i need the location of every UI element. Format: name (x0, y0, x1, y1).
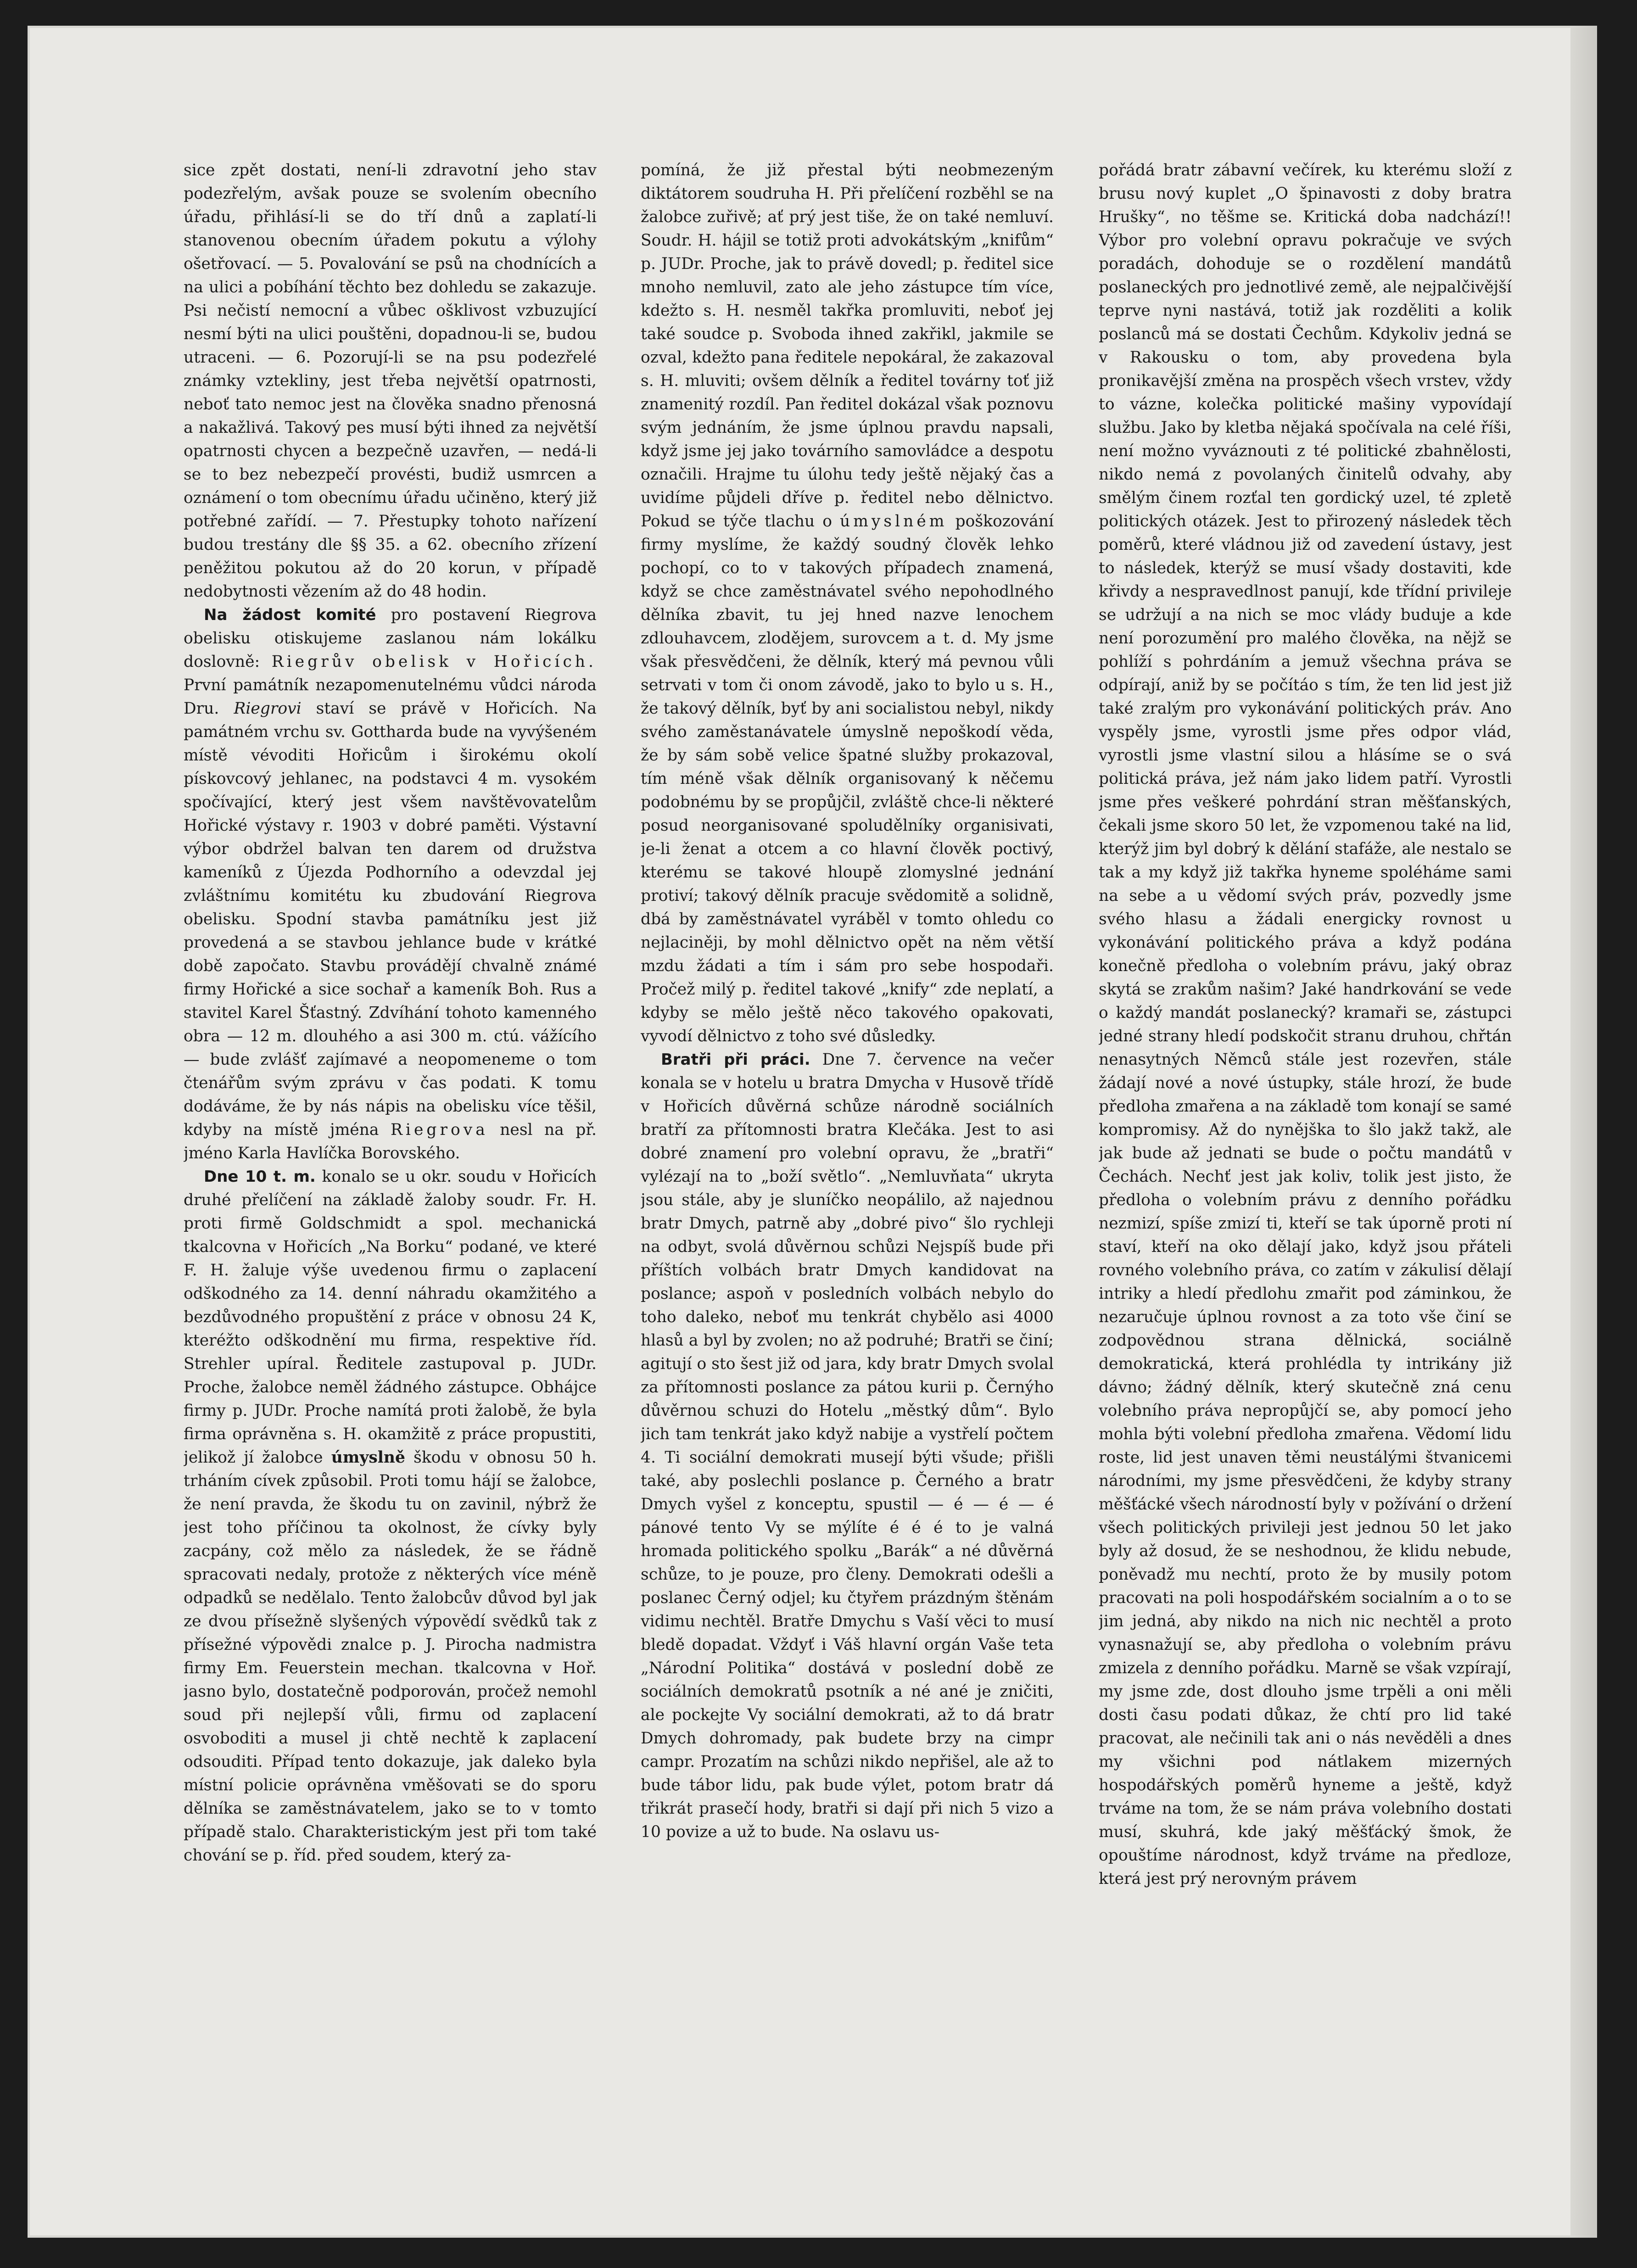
newspaper-page (28, 26, 1597, 2238)
text: konalo se u okr. soudu v Hořicích druhé přelíčení na základě žaloby soudr. Fr. H. proti firmě Goldschmidt a spol. mechanická tkalcovna v Hořicích „Na Borku“ podané, ve které F. H. žaluje výše uvedenou firmu o zaplacení odškodného za 14. denní náhradu okamžitého a bezdůvodného propuštění z práce v obnosu 24 K, kteréžto odškodnění mu firma, respektive říd. Strehler upíral. Ředitele zastupoval p. JUDr. Proche, žalobce neměl žádného zástupce. Obhájce firmy p. JUDr. Proche namítá proti žalobě, že byla firma oprávněna s. H. okamžitě z práce propustiti, jelikož jí žalobce (184, 1168, 597, 1467)
text: pomíná, že již přestal býti neobmezeným diktátorem soudruha H. Při přelíčení rozběhl se na žalobce zuřivě; ať prý jest tiše, že on také nemluví. Soudr. H. hájil se totiž proti advokátským „knifům“ p. JUDr. Proche, jak to právě dovedl; p. ředitel sice mnoho nemluvil, zato ale jeho zástupce tím více, kdežto s. H. nesměl takřka promluviti, neboť jej také soudce p. Svoboda ihned zakřikl, jakmile se ozval, kdežto pana ředitele nepokáral, že zakazoval s. H. mluviti; ovšem dělník a ředitel továrny toť již znamenitý rozdíl. Pan ředitel dokázal však poznovu svým jednáním, že jsme úplnou pravdu napsali, když jsme jej jako továrního samovládce a despotu označili. Hrajme tu úlohu tedy ještě nějaký čas a uvidíme půjdeli dříve p. ředitel nebo dělnictvo. Pokud se týče tlachu o (641, 161, 1054, 531)
section-heading: Bratři při práci. (661, 1050, 810, 1069)
spaced-text: Riegrova (390, 1121, 488, 1139)
spaced-text: úmyslném (840, 512, 948, 531)
bold-text: úmyslně (331, 1448, 405, 1467)
page-edge (1570, 26, 1597, 2238)
paragraph: sice zpět dostati, není-li zdravotní jeho stav podezřelým, avšak pouze se svolením obecního úřadu, přihlásí-li se do tří dnů a zaplatí-li stanovenou obecním úřadem pokutu a výlohy ošetřovací. — 5. Povalování se psů na chodnících a na ulici a pobíhání těchto bez dohledu se zakazuje. Psi nečistí nemocní a vůbec ošklivost vzbuzující nesmí býti na ulici pouštěni, dopadnou-li se, budou utraceni. — 6. Pozorují-li se na psu podezřelé známky vztekliny, jest třeba největší opatrnosti, neboť tato nemoc jest na člověka snadno přenosná a nakažlivá. Takový pes musí býti ihned za největší opatrnosti chycen a bezpečně uzavřen, — nedá-li se to bez nebezpečí provésti, budiž usmrcen a oznámení o tom obecnímu úřadu učiněno, který již potřebné zařídí. — 7. Přestupky tohoto nařízení budou trestány dle §§ 35. a 62. obecního zřízení peněžitou pokutou až do 20 korun, v případě nedobytnosti vězením až do 48 hodin. (184, 161, 597, 601)
spaced-text: Riegrův obelisk v Hořicích. (271, 653, 597, 671)
text: pro postavení Riegrova obelisku otiskujeme zaslanou nám lokálku doslovně: (184, 606, 597, 671)
text: škodu v obnosu 50 h. trháním cívek způsobil. Proti tomu hájí se žalobce, že není pravda, že škodu tu on zavinil, nýbrž že jest toho příčinou ta okolnost, že cívky byly zacpány, což mělo za následek, že se řádně spracovati nedaly, protože z některých více méně odpadků se nedělalo. Tento žalobcův důvod byl jak ze dvou přísežně slyšených výpovědí svědků tak z přísežné výpovědi znalce p. J. Pirocha nadmistra firmy Em. Feuerstein mechan. tkalcovna v Hoř. jasno bylo, dostatečně podporován, pročež nemohl soud při nejlepší vůli, firmu od zaplacení osvoboditi a musel ji chtě nechtě k zaplacení odsouditi. Případ tento dokazuje, jak daleko byla místní policie oprávněna vměšovati se do sporu dělníka se zaměstnávatelem, jako se to v tomto případě stalo. Charakteristickým jest při tom také chování se p. říd. před soudem, který za- (184, 1448, 597, 1865)
paragraph (641, 1048, 1054, 1844)
paragraph (184, 1165, 597, 1867)
text: První památník nezapomenutelnému vůdci národa Dru. (184, 676, 597, 718)
paragraph (641, 159, 1054, 1048)
text: Dne 7. července na večer konala se v hotelu u bratra Dmycha v Husově třídě v Hořicích důvěrná schůze národně sociálních bratří za přítomnosti bratra Klečáka. Jest to asi dobré znamení pro volební opravu, že „bratři“ vylézají na to „boží světlo“. „Nemluvňata“ ukryta jsou stále, aby je sluníčko neopálilo, až najednou bratr Dmych, patrně aby „dobré pivo“ šlo rychleji na odbyt, svolá důvěrnou schůzi Nejspíš bude při příštích volbách bratr Dmych kandidovat na poslance; aspoň v posledních volbách nebylo do toho daleko, neboť mu tenkrát chybělo asi 4000 hlasů a byl by zvolen; no až podruhé; Bratři se činí; agitují o sto šest již od jara, kdy bratr Dmych svolal za přítomnosti poslance za pátou kurii p. Černýho důvěrnou schuzi do Hotelu „městký dům“. Bylo jich tam tenkrát jako když nabije a vystřelí počtem 4. Ti sociální demokrati musejí býti všude; přišli také, aby poslechli poslance p. Černého a bratr Dmych vyšel z konceptu, spustil — é — é — é pánové tento Vy se mýlíte é é é to je valná hromada politického spolku „Barák“ a né důvěrná schůze, to je pouze, pro členy. Demokrati odešli a poslanec Černý odjel; ku čtyřem prázdným štěnám vidimu nechtěl. Bratře Dmychu s Vaší věci to musí bledě dopadat. Vždyť i Váš hlavní orgán Vaše teta „Národní Politika“ dostává v poslední době ze sociálních demokratů psotník a né ané je zničiti, ale pockejte Vy sociální demokrati, až to dá bratr Dmych dohromady, pak budete brzy na cimpr campr. Prozatím na schůzi nikdo nepřišel, ale až to bude tábor lidu, pak bude výlet, potom bratr dá třikrát prasečí hody, bratři si dají při nich 5 vizo a 10 povize a už to bude. Na oslavu us- (641, 1050, 1054, 1841)
column-2 (641, 159, 1054, 2137)
text-columns (184, 159, 1519, 2137)
column-1 (184, 159, 597, 2137)
paragraph: pořádá bratr zábavní večírek, ku kterému složí z brusu nový kuplet „O špinavosti z doby bratra Hrušky“, no těšme se. Kritická doba nadchází!! Výbor pro volební opravu pokračuje ve svých poradách, dohoduje se o rozdělení mandátů poslaneckých pro jednotlivé země, ale nejpalčivější teprve nyni nastává, totiž jak rozděliti a kolik poslanců má se dostati Čechům. Kdykoliv jedná se v Rakousku o tom, aby provedena byla pronikavější změna na prospěch všech vrstev, vždy to vázne, kolečka politické mašiny vypovídají službu. Jako by kletba nějaká spočívala na celé říši, není možno vyváznouti z té politické zbahnělosti, nikdo nemá z povolaných činitelů odvahy, aby smělým činem rozťal ten gordický uzel, té zpletě politických otázek. Jest to přirozený následek těch poměrů, které vládnou již od zavedení ústavy, jest to následek, kterýž se musí všady dostaviti, kde křivdy a nespravedlnost panují, kde třídní privileje se udržují a na nich se moc vlády buduje a kde není porozumění pro malého člověka, na nějž se pohlíží s pohrdáním a jemuž všechna práva se odpírají, aniž by se počítáo s tím, že ten lid jest již také zralým pro vykonávání politických práv. Ano vyspěly jsme, vyrostli jsme přes odpor vlád, vyrostli jsme vlastní silou a hlásíme se o svá politická práva, jež nám jako lidem patří. Vyrostli jsme přes veškeré pohrdání stran měšťanských, čekali jsme skoro 50 let, že vzpomenou také na lid, kterýž jim byl dobrý k dělání stafáže, ale nestalo se tak a my když již takřka hyneme spoléháme sami na sebe a u vědomí svých práv, pozvedly jsme svého hlasu a žádali energicky rovnost u vykonávání politického práva a když podána konečně předloha o volebním právu, jaký obraz skytá se zrakům našim? Jaké handrkování se vede o každý mandát poslanecký? kramaři se, zástupci jedné strany hledí podskočit stranu druhou, chřtán nenasytných Němců stále jest rozevřen, stále žádají nové a nové ústupky, stále hrozí, že bude předloha zmařena a na základě tom konají se samé kompromisy. Až do nynějška to šlo jakž takž, ale jak bude až jednati se bude o počtu mandátů v Čechách. Nechť jest jak koliv, tolik jest jisto, že předloha o volebním právu z denního pořádku nezmizí, spíše zmizí ti, kteří se tak úporně proti ní staví, kteří na oko dělají jako, když jsou přáteli rovného volebního práva, co zatím v zákulisí dělají intriky a hledí předlohu zmařit pod záminkou, že nezaručuje úplnou rovnost a za toto vše činí se zodpovědnou strana dělnická, sociálně demokratická, která prohlédla ty intrikány již dávno; žádný dělník, který skutečně zná cenu volebního práva nepropůjčí se, aby pomocí jeho mohla býti volební předloha zmařena. Vědomí lidu roste, lid jest unaven těmi neustálými štvanicemi národními, my jsme přesvědčeni, že kdyby strany měšťácké všech národností byly v požívání o držení všech politických privileji jest jednou 50 let jako byly až dosud, že se neshodnou, že klidu nebude, poněvadž mu nechtí, proto že by musily potom pracovati na poli hospodářském socialním a o to se jim jedná, aby nikdo na nich nic nechtěl a proto vynasnažují se, aby předloha o volebním právu zmizela z denního pořádku. Marně se však vzpírají, my jsme zde, dost dlouho jsme trpěli a oni měli dosti času podati důkaz, že chtí pro lid také pracovat, ale nečinili tak ani o nás nevěděli a dnes my všichni pod nátlakem mizerných hospodářských poměrů hyneme a ještě, když trváme na tom, že se nám práva volebního dostati musí, skuhrá, kde jaký měšťácký šmok, že opouštíme národnost, když trváme na předloze, která jest prý nerovným právem (1099, 161, 1512, 1888)
column-3 (1099, 159, 1512, 2137)
paragraph (184, 603, 597, 1165)
section-heading: Dne 10 t. m. (204, 1168, 316, 1186)
text: staví se právě v Hořicích. Na památném vrchu sv. Gottharda bude na vyvýšeném místě vévoditi Hořicům i širokému okolí pískovcový jehlanec, na podstavci 4 m. vysokém spočívající, který jest všem navštěvovatelům Hořické výstavy r. 1903 v dobré paměti. Výstavní výbor obdržel balvan ten darem od družstva kameníků z Újezda Podhorního a odevzdal jej zvláštnímu komitétu ku zbudování Riegrova obelisku. Spodní stavba památníku jest již provedená a se stavbou jehlance bude v krátké době započato. Stavbu provádějí chvalně známé firmy Hořické a sice sochař a kameník Boh. Rus a stavitel Karel Šťastný. Zdvíhání tohoto kamenného obra — 12 m. dlouhého a asi 300 m. ctú. vážícího — bude zvlášť zajímavé a neopomeneme o tom čtenářům svým zprávu v čas podati. K tomu dodáváme, že by nás nápis na obelisku více těšil, kdyby na místě jména (184, 699, 597, 1139)
section-heading: Na žádost komité (204, 606, 376, 624)
text: nesl na př. jméno Karla Havlíčka Borovského. (184, 1121, 597, 1162)
italic-text: Riegrovi (234, 699, 302, 718)
text: poškozování firmy myslíme, že každý soudný člověk lehko pochopí, co to v takových případech znamená, když se chce zaměstnávatel svého nepohodlného dělníka zbavit, tu jej hned nazve lenochem zdlouhavcem, zlodějem, surovcem a t. d. My jsme však přesvědčeni, že dělník, který má pevnou vůli setrvati v tom či onom závodě, jako to bylo u s. H., že takový dělník, byť by ani socialistou nebyl, nikdy svého zaměstanávatele úmyslně nepoškodí věda, že by sám sobě velice špatné služby prokazoval, tím méně však dělník organisovaný k něčemu podobnému by se propůjčil, zvláště chce-li některé posud neorganisované spoludělníky organisivati, je-li ženat a otcem a co hlavní člověk poctivý, kterému se takové hloupě zlomyslné jednání protiví; takový dělník pracuje svědomitě a solidně, dbá by zaměstnávatel vyráběl v tomto ohledu co nejlaciněji, by mohl dělnictvo opět na něm větší mzdu žádati a tím i sám pro sebe hospodaři. Pročež milý p. ředitel takové „knify“ zde neplatí, a kdyby se mělo ještě něco takového opakovati, vyvodí dělnictvo z toho své důsledky. (641, 512, 1054, 1045)
